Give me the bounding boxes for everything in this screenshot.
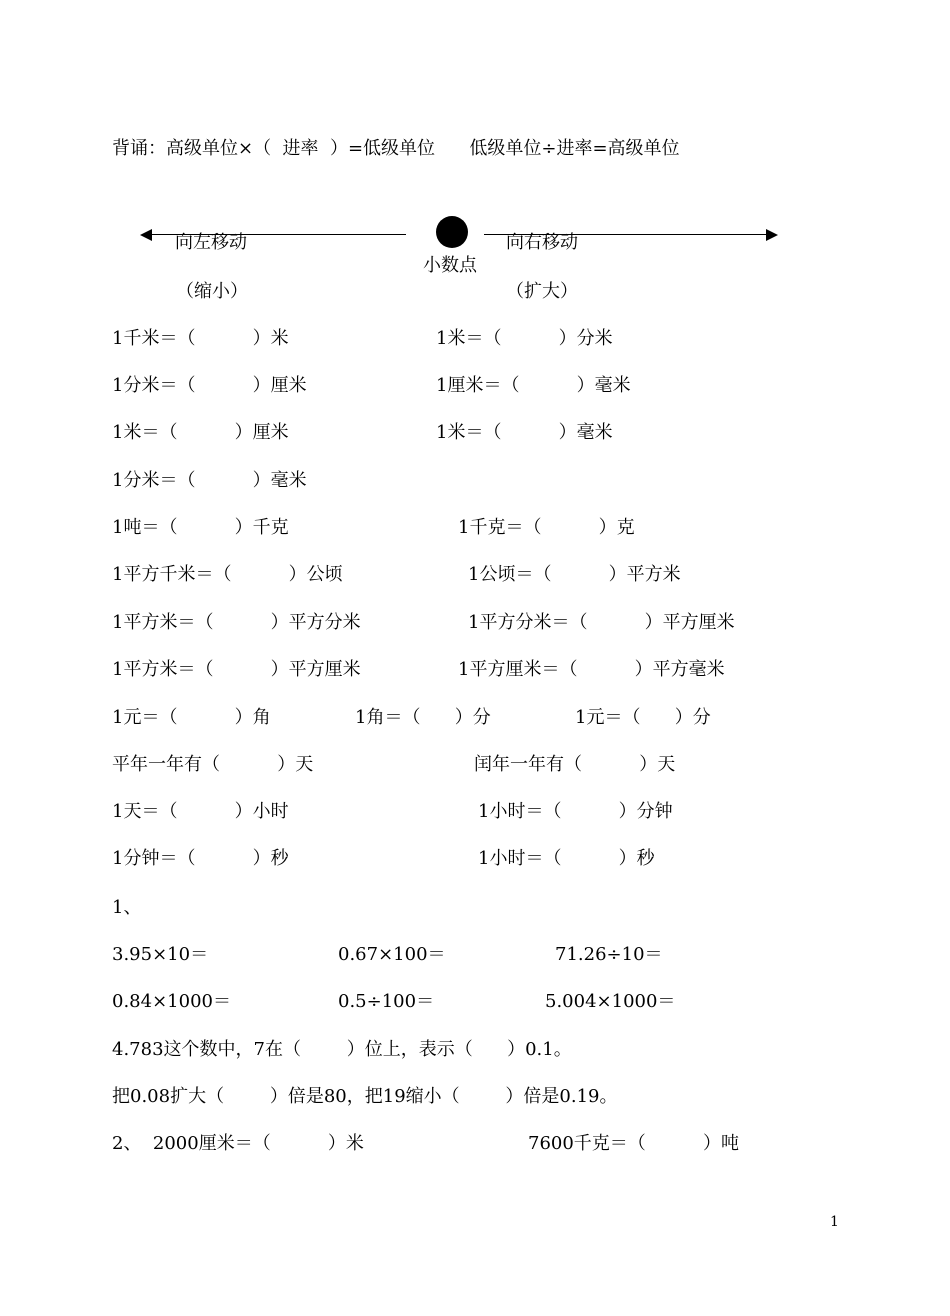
- section-2-item: 7600千克＝（ ）吨: [528, 1133, 740, 1154]
- conversion-item: 1元＝（ ）分: [575, 707, 711, 728]
- question-place-value: 4.783这个数中，7在（ ）位上，表示（ ）0.1。: [112, 1039, 572, 1060]
- right-move-label: 向右移动: [506, 232, 578, 253]
- conversion-item: 1平方千米＝（ ）公顷: [112, 564, 343, 585]
- conversion-item: 平年一年有（ ）天: [112, 754, 314, 775]
- conversion-item: 1分米＝（ ）厘米: [112, 375, 307, 396]
- shrink-note: （缩小）: [176, 281, 248, 302]
- recite-header: 背诵：高级单位×（ 进率 ）=低级单位 低级单位÷进率=高级单位: [112, 138, 680, 159]
- left-move-label: 向左移动: [175, 232, 247, 253]
- conversion-item: 1千克＝（ ）克: [458, 517, 635, 538]
- enlarge-note: （扩大）: [506, 281, 578, 302]
- conversion-item: 1米＝（ ）厘米: [112, 422, 289, 443]
- calc-item: 3.95×10＝: [112, 944, 209, 965]
- conversion-item: 1小时＝（ ）秒: [478, 848, 655, 869]
- right-arrow-head: [766, 229, 778, 241]
- conversion-item: 1天＝（ ）小时: [112, 801, 289, 822]
- calc-item: 71.26÷10＝: [555, 944, 663, 965]
- conversion-item: 1分钟＝（ ）秒: [112, 848, 289, 869]
- decimal-point-label: 小数点: [423, 255, 477, 276]
- question-scale: 把0.08扩大（ ）倍是80，把19缩小（ ）倍是0.19。: [112, 1086, 618, 1107]
- conversion-item: 1千米＝（ ）米: [112, 328, 289, 349]
- calc-item: 0.67×100＝: [338, 944, 446, 965]
- conversion-item: 1米＝（ ）分米: [436, 328, 613, 349]
- conversion-item: 1角＝（ ）分: [355, 707, 491, 728]
- calc-item: 0.5÷100＝: [338, 991, 435, 1012]
- left-arrow-head: [140, 229, 152, 241]
- conversion-item: 1平方米＝（ ）平方厘米: [112, 659, 361, 680]
- conversion-item: 1吨＝（ ）千克: [112, 517, 289, 538]
- decimal-point-dot: [436, 216, 468, 248]
- conversion-item: 1分米＝（ ）毫米: [112, 470, 307, 491]
- calc-item: 5.004×1000＝: [545, 991, 676, 1012]
- conversion-item: 1小时＝（ ）分钟: [478, 801, 673, 822]
- calc-item: 0.84×1000＝: [112, 991, 231, 1012]
- section-1-label: 1、: [112, 897, 142, 918]
- conversion-item: 1元＝（ ）角: [112, 707, 271, 728]
- conversion-item: 1平方分米＝（ ）平方厘米: [468, 612, 735, 633]
- conversion-item: 闰年一年有（ ）天: [474, 754, 676, 775]
- conversion-item: 1公顷＝（ ）平方米: [468, 564, 681, 585]
- page-number: 1: [830, 1214, 839, 1230]
- conversion-item: 1平方厘米＝（ ）平方毫米: [458, 659, 725, 680]
- section-2-item: 2、 2000厘米＝（ ）米: [112, 1133, 364, 1154]
- conversion-item: 1平方米＝（ ）平方分米: [112, 612, 361, 633]
- conversion-item: 1米＝（ ）毫米: [436, 422, 613, 443]
- conversion-item: 1厘米＝（ ）毫米: [436, 375, 631, 396]
